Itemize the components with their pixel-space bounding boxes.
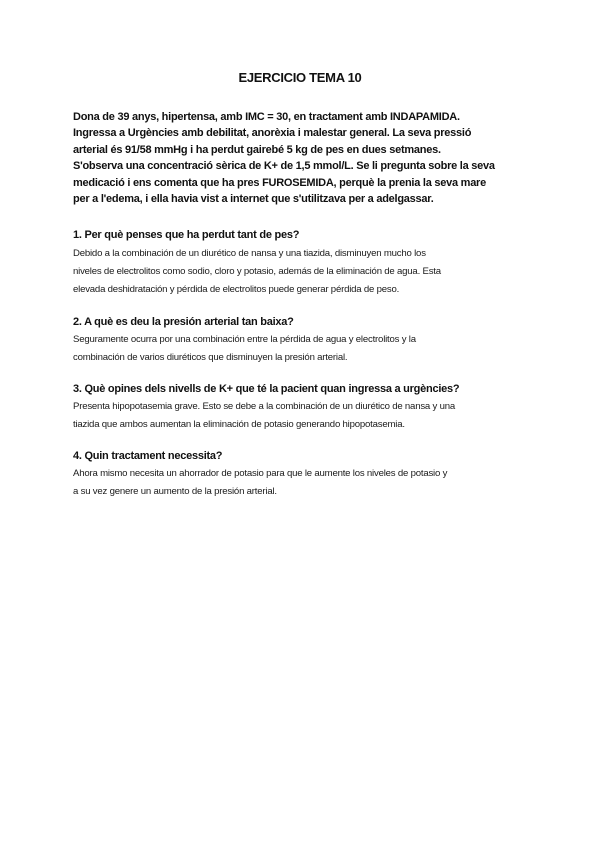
case-line: arterial és 91/58 mmHg i ha perdut gairebé 5 kg de pes en dues setmanes.: [73, 143, 441, 156]
case-line: Ingressa a Urgències amb debilitat, anorèxia i malestar general. La seva pressió: [73, 127, 472, 140]
answer-line: Seguramente ocurra por una combinación entre la pérdida de agua y electrolitos y la: [73, 334, 416, 345]
case-line: medicació i ens comenta que ha pres FUROSEMIDA, perquè la prenia la seva mare: [73, 176, 486, 189]
answer-line: Debido a la combinación de un diurético de nansa y una tiazida, disminuyen mucho los: [73, 248, 426, 259]
case-line: per a l'edema, i ella havia vist a internet que s'utilitzava per a adelgassar.: [73, 193, 434, 206]
question-4-heading: 4. Quin tractament necessita?: [73, 450, 223, 462]
answer-1: [73, 245, 543, 298]
answer-line: combinación de varios diuréticos que disminuyen la presión arterial.: [73, 351, 348, 363]
answer-line: tiazida que ambos aumentan la eliminación de potasio generando hipopotasemia.: [73, 418, 405, 430]
answer-3: [73, 398, 543, 434]
answer-4: [73, 465, 543, 501]
case-description: [73, 109, 533, 207]
case-line: S'observa una concentració sèrica de K+ de 1,5 mmol/L. Se li pregunta sobre la seva: [73, 160, 495, 173]
answer-line: elevada deshidratación y pérdida de electrolitos puede generar pérdida de peso.: [73, 283, 400, 295]
question-3-heading: 3. Què opines dels nivells de K+ que té la pacient quan ingressa a urgències?: [73, 383, 460, 395]
answer-2: [73, 331, 543, 367]
question-2-heading: 2. A què es deu la presión arterial tan baixa?: [73, 316, 294, 328]
case-line: Dona de 39 anys, hipertensa, amb IMC = 30, en tractament amb INDAPAMIDA.: [73, 111, 460, 123]
answer-line: Presenta hipopotasemia grave. Esto se debe a la combinación de un diurético de nansa y una: [73, 401, 456, 412]
answer-line: a su vez genere un aumento de la presión arterial.: [73, 485, 277, 497]
document-title: EJERCICIO TEMA 10: [238, 70, 362, 85]
question-1-heading: 1. Per què penses que ha perdut tant de pes?: [73, 229, 300, 241]
answer-line: Ahora mismo necesita un ahorrador de potasio para que le aumente los niveles de potasio y: [73, 468, 448, 479]
answer-line: niveles de electrolitos como sodio, cloro y potasio, además de la eliminación de agua. Esta: [73, 265, 441, 277]
